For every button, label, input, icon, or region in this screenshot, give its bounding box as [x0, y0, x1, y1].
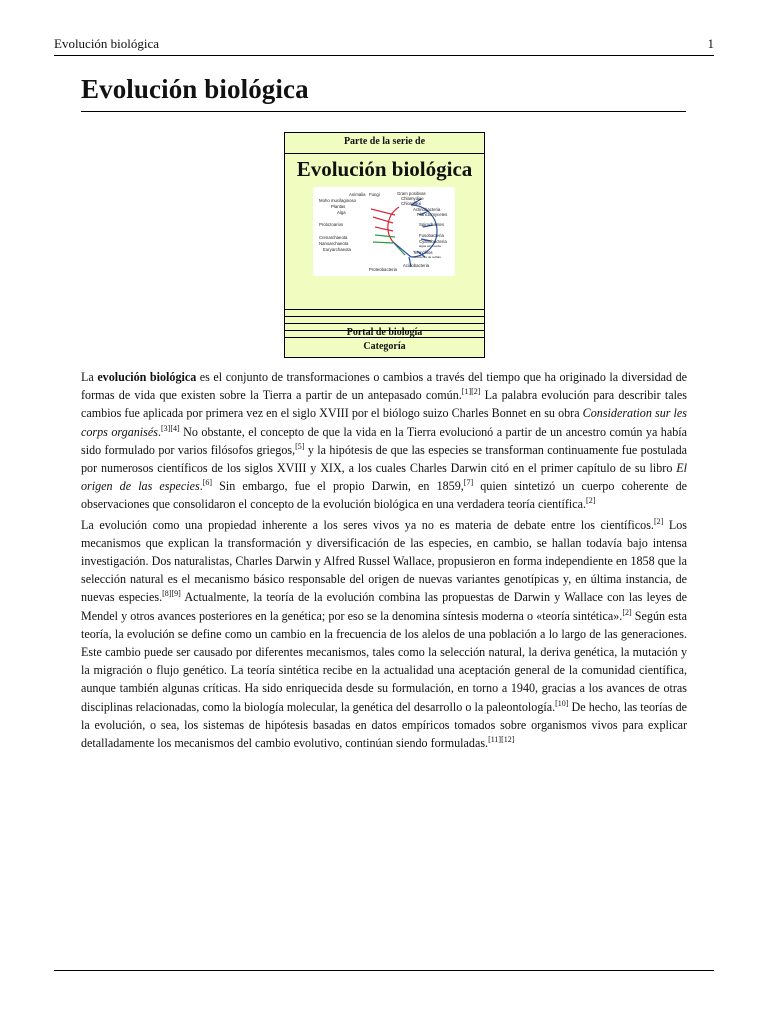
tree-label: Proteobacteria [369, 267, 397, 272]
article-body [81, 368, 687, 752]
tree-branch [373, 242, 393, 243]
citation-ref[interactable]: [2] [653, 516, 664, 526]
tree-label: Spirochaetes [419, 222, 445, 227]
tree-label: Acidobacteria [403, 263, 430, 268]
tree-label: Chlamydiae [401, 196, 424, 201]
text-run: quien sintetizó un cuerpo coherente de observaciones que consolidaron el concepto de la evolución biológica en una verdadera teoría científica. [81, 479, 687, 512]
paragraph [81, 368, 687, 514]
citation-ref[interactable]: [10] [555, 698, 569, 708]
text-run: La palabra evolución para describir tales cambios fue aplicada por primera vez en el siglo XVIII por el biólogo suizo Charles Bonnet en su obra [81, 388, 688, 421]
title-divider [81, 111, 686, 112]
citation-ref[interactable]: [7] [463, 478, 474, 488]
tree-label: Fungi [369, 192, 380, 197]
infobox-title-cell [285, 153, 484, 310]
tree-branch [393, 242, 411, 257]
text-run: y la hipótesis de que las especies se transforman continuamente fue postulada por numerosos científicos de los siglos XVIII y XIX, a los cuales Charles Darwin citó en el primer capítulo de su libro [81, 442, 687, 476]
footer-divider [54, 970, 714, 971]
page-title: Evolución biológica [81, 74, 309, 104]
text-run: El origen de las especies [81, 461, 687, 494]
tree-label: Moho mucilaginoso [319, 198, 357, 203]
text-run: es el conjunto de transformaciones o cambios a través del tiempo que ha originado la diversidad de formas de vida que existen sobre la Tierra a partir de un antepasado común. [81, 370, 688, 403]
running-header-title: Evolución biológica [54, 36, 160, 51]
citation-ref[interactable]: [5] [295, 441, 305, 451]
tree-label: Crenarchaeota [319, 235, 348, 240]
tree-label: Protozoarios [319, 222, 344, 227]
tree-label: Termófilos [413, 250, 433, 255]
text-run: De hecho, las teorías de la evolución, o sea, los sistemas de hipótesis basadas en datos empíricos tomados sobre organismos vivos para explicar detalladamente los mecanismos del cambio evolutivo, continúan siendo formuladas. [81, 699, 687, 751]
text-run: Actualmente, la teoría de la evolución combina las propuestas de Darwin y Wallace con las leyes de Mendel y otros avances posteriores en la genética; por eso se la denomina síntesis moderna o «teoría sintética». [81, 590, 687, 623]
header-divider [54, 55, 714, 56]
portal-link[interactable]: Portal de biología [346, 327, 423, 338]
tree-label: Plantas [331, 204, 346, 209]
tree-label: Actinobacteria [413, 207, 441, 212]
infobox-title: Evolución biológica [296, 157, 473, 181]
running-header [54, 36, 714, 54]
tree-label: Alga [337, 210, 346, 215]
tree-label: Chloroflexi [401, 201, 422, 206]
text-run: Consideration sur les corps organisés [81, 406, 687, 439]
tree-label: Animalia [349, 192, 366, 197]
citation-ref[interactable]: [2] [622, 607, 632, 617]
tree-branch [375, 227, 393, 231]
paragraph [81, 516, 687, 753]
category-link[interactable]: Categoría [363, 341, 406, 352]
infobox-series-label: Parte de la serie de [285, 133, 484, 154]
tree-label: Gram positivas [397, 191, 426, 196]
text-run: La [81, 370, 98, 384]
tree-label: Euryarchaeota [323, 247, 351, 252]
tree-label: Planctomycetes [417, 212, 448, 217]
citation-ref[interactable]: [6] [202, 478, 213, 488]
text-run: No obstante, el concepto de que la vida en la Tierra evolucionó a partir de un ancestro común ya había sido formulado por varios filósofos griegos, [81, 424, 687, 457]
tree-label: algas azul-verde [419, 244, 442, 248]
infobox-blank-row [285, 330, 484, 338]
text-run: Sin embargo, fue el propio Darwin, en 1859, [212, 479, 464, 494]
text-run: evolución biológica [97, 370, 197, 384]
tree-label: Cyanobacteria [419, 239, 447, 244]
tree-branch [375, 235, 395, 237]
tree-branch [371, 209, 395, 215]
text-run: . [199, 479, 203, 494]
citation-ref[interactable]: [8][9] [162, 589, 181, 599]
phylogenetic-tree-image [313, 187, 455, 276]
text-run: Los mecanismos que explican la transformación y diversificación de las especies, en cambio, se hallan todavía bajo intensa investigación. Dos naturalistas, Charles Darwin y Alfred Russel Wallace, propusieron en forma independiente en 1858 que la selección natural es el mecanismo básico responsable del origen de nuevas variantes genotípicas y, en última instancia, de nuevas especies. [81, 517, 687, 605]
text-run: La evolución como una propiedad inherente a los seres vivos ya no es materia de debate entre los científicos. [81, 517, 654, 532]
page-number: 1 [707, 36, 714, 51]
citation-ref[interactable]: [1][2] [461, 387, 481, 397]
text-run: . [157, 424, 161, 439]
citation-ref[interactable]: [3][4] [160, 423, 180, 433]
series-infobox [284, 132, 485, 358]
tree-label: Fusobacteria [419, 233, 444, 238]
tree-label: reductores de sulfato [413, 255, 442, 259]
text-run: Según esta teoría, la evolución se define como un cambio en la frecuencia de los alelos de una población a lo largo de las generaciones. Este cambio puede ser causado por diferentes mecanismos, tales como la selección natural, la deriva genética, la mutación y la migración o flujo genético. La teoría sintética recibe en la actualidad una aceptación general de la comunidad científica, aunque también algunas críticas. Ha sido enriquecida desde su formulación, en torno a 1940, gracias a los avances de otras disciplinas relacionadas, como la biología molecular, la genética del desarrollo o la paleontología. [81, 608, 687, 714]
citation-ref[interactable]: [2] [586, 496, 596, 506]
citation-ref[interactable]: [11][12] [488, 735, 515, 745]
tree-label: Nanoarchaeota [319, 241, 349, 246]
